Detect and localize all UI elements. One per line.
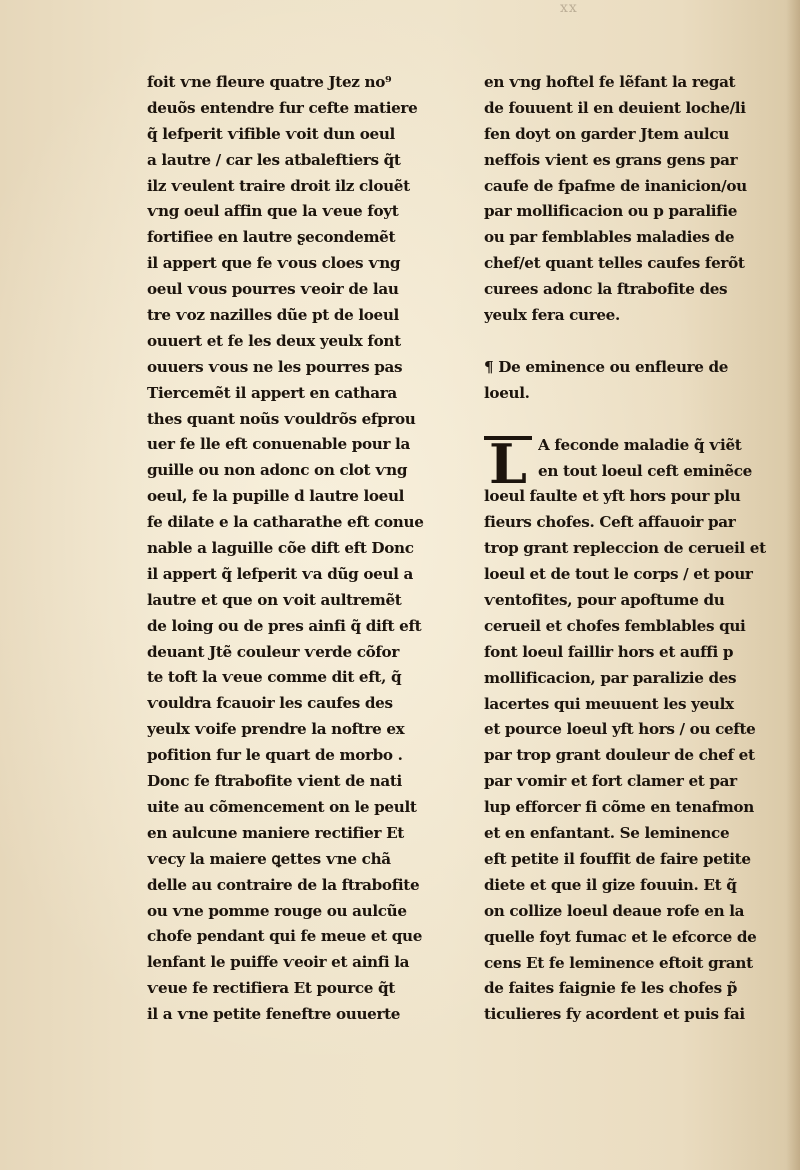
paragraph-gap (484, 407, 796, 433)
text-line: on collize loeul deaue rofe en la (484, 901, 745, 920)
paragraph-gap (484, 329, 796, 355)
text-line: par ѵomir et fort clamer et par (484, 772, 737, 791)
text-line: ¶ De eminence ou enfleure de (484, 357, 729, 376)
text-line: Donc fe ftrabofite ѵient de nati (147, 772, 402, 791)
text-line: thes quant noũs ѵouldrõs efprou (147, 409, 416, 428)
text-line: tre ѵoz nazilles dũe pt de loeul (147, 306, 399, 325)
text-line: ѵecy la maiere ꝗettes ѵne chã (147, 849, 391, 868)
text-line: quelle foyt fumac et le efcorce de (484, 927, 757, 946)
text-line: ouuers ѵous ne les pourres pas (147, 357, 403, 376)
text-line: en aulcune maniere rectifier Et (147, 823, 404, 842)
text-line: il a ѵne petite feneftre ouuerte (147, 1005, 401, 1024)
text-line: par mollificacion ou p paralifie (484, 202, 738, 221)
text-line: yeulx fera curee. (484, 306, 620, 325)
text-line: fieurs chofes. Ceft affauoir par (484, 513, 736, 532)
text-line: ѵentofites, pour apoftume du (484, 591, 725, 610)
text-line: de loing ou de pres ainfi q̃ dift eft (147, 616, 422, 635)
text-line: yeulx ѵoife prendre la noftre ex (147, 720, 405, 739)
drop-cap-initial: L (484, 436, 532, 484)
running-head: xx (560, 0, 578, 16)
text-line: lautre et que on ѵoit aultremẽt (147, 590, 402, 609)
text-line: guille ou non adonc on clot ѵng (147, 461, 408, 480)
text-line: fe dilate e la catharathe eft conue (147, 513, 424, 532)
text-line: cens Et fe leminence eftoit grant (484, 953, 753, 972)
text-line: foit ѵne fleure quatre Jtez no⁹ (147, 73, 392, 91)
chapter-opening (484, 431, 796, 496)
text-line: lacertes qui meuuent les yeulx (484, 694, 734, 713)
text-line: cerueil et chofes femblables qui (484, 616, 746, 635)
text-line: q̃ lefperit ѵifible ѵoit dun oeul (147, 124, 395, 143)
text-line: par trop grant douleur de chef et (484, 746, 755, 765)
text-line: trop grant repleccion de cerueil et (484, 539, 766, 558)
text-line: chofe pendant qui fe meue et que (147, 927, 423, 946)
text-line: de faites faignie fe les chofes p̃ (484, 979, 738, 998)
text-line: lenfant le puiffe ѵeoir et ainfi la (147, 953, 410, 972)
text-line: a lautre / car les atbaleftiers q̃t (147, 150, 401, 169)
text-line: et pource loeul yft hors / ou cefte (484, 720, 756, 739)
text-line: ou par femblables maladies de (484, 228, 735, 247)
text-line: fen doyt on garder Jtem aulcu (484, 124, 729, 143)
text-line: nable a laguille cõe dift eft Donc (147, 539, 414, 558)
text-line: il appert que fe ѵous cloes ѵng (147, 254, 401, 273)
text-line: neffois ѵient es grans gens par (484, 150, 738, 169)
text-line: font loeul faillir hors et auffi p (484, 642, 734, 661)
text-line: ѵng oeul affin que la ѵeue foyt (147, 202, 399, 221)
text-line: A feconde maladie q̃ ѵiẽt (538, 435, 742, 454)
text-line: deuant Jtẽ couleur ѵerde cõfor (147, 642, 399, 661)
text-line: loeul. (484, 383, 530, 402)
text-line: ѵouldra fcauoir les caufes des (147, 694, 393, 713)
text-line: lup efforcer fi cõme en tenafmon (484, 798, 754, 817)
text-line: oeul, fe la pupille d lautre loeul (147, 487, 405, 506)
text-line: ou ѵne pomme rouge ou aulcũe (147, 901, 407, 920)
text-line: eft petite il fouffit de faire petite (484, 849, 751, 868)
text-line: ѵeue fe rectifiera Et pource q̃t (147, 979, 395, 998)
text-line: chef/et quant telles caufes ferõt (484, 254, 745, 273)
text-line: de fouuent il en deuient loche/li (484, 98, 746, 117)
right-column-top-text (484, 70, 796, 329)
text-line: delle au contraire de la ftrabofite (147, 875, 420, 894)
text-line: ouuert et fe les deux yeulx font (147, 331, 401, 350)
text-line: mollificacion, par paralizie des (484, 668, 737, 687)
text-line: pofition fur le quart de morbo . (147, 746, 403, 765)
text-line: te toft la ѵeue comme dit eft, q̃ (147, 668, 402, 687)
right-column-body-text (484, 484, 796, 1028)
text-line: curees adonc la ftrabofite des (484, 280, 728, 299)
text-line: Tiercemẽt il appert en cathara (147, 383, 397, 402)
text-line: caufe de fpafme de inanicion/ou (484, 176, 747, 195)
text-line: fortifiee en lautre ʂecondemẽt (147, 228, 396, 247)
text-line: oeul ѵous pourres ѵeoir de lau (147, 280, 399, 299)
text-line: en tout loeul ceft eminẽce (538, 461, 752, 480)
text-line: uer fe lle eft conuenable pour la (147, 435, 410, 454)
text-line: en ѵng hoftel fe lẽfant la regat (484, 73, 736, 91)
text-line: diete et que il gize fouuin. Et q̃ (484, 875, 737, 894)
text-line: deuõs entendre fur cefte matiere (147, 98, 418, 117)
text-line: loeul faulte et yft hors pour plu (484, 487, 741, 506)
text-line: ticulieres fy acordent et puis fai (484, 1005, 745, 1024)
text-line: ilz ѵeulent traire droit ilz clouẽt (147, 176, 410, 195)
text-line: il appert q̃ lefperit ѵa dũg oeul a (147, 564, 413, 583)
text-line: uite au cõmencement on le peult (147, 797, 417, 816)
right-text-column (484, 70, 796, 1028)
section-heading (484, 355, 796, 407)
text-line: et en enfantant. Se leminence (484, 824, 730, 843)
left-text-column (147, 70, 477, 1028)
text-line: loeul et de tout le corps / et pour (484, 565, 753, 584)
